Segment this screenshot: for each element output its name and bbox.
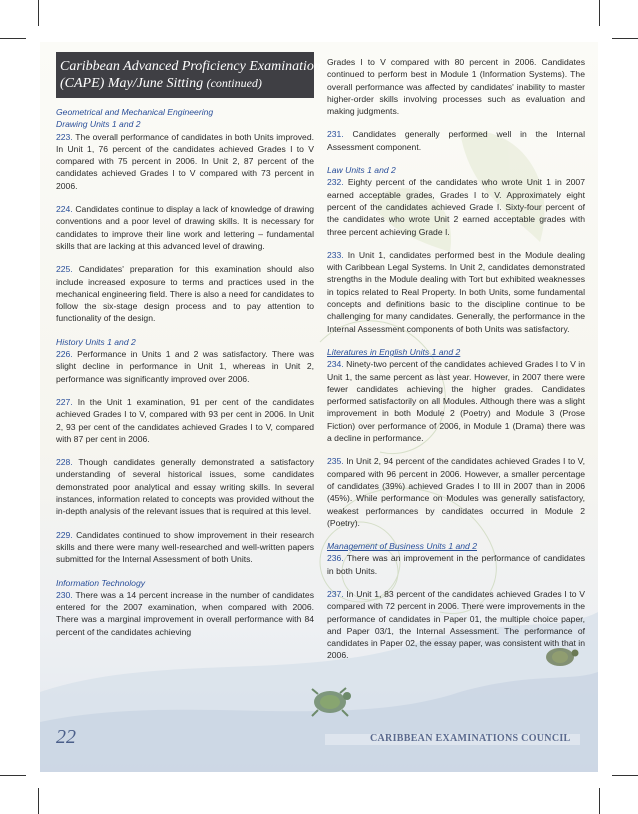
crop-mark <box>38 788 39 814</box>
crop-mark <box>599 788 600 814</box>
paragraph-number: 223. <box>56 131 73 142</box>
paragraph-text: Candidates generally performed well in the Internal Assessment component. <box>327 129 585 152</box>
paragraph-number: 226. <box>56 349 73 360</box>
paragraph-text: Candidates continued to show improvement in their research skills and there were many well-researched and well-written papers submitted for the Internal Assessment of both Units. <box>56 529 315 565</box>
paragraph-233 <box>327 249 585 335</box>
paragraph-text: In Unit 1, 83 percent of the candidates achieved Grades I to V compared with 72 percent in 2006. There were improvements in the performance of candidates in Paper 01, the multiple choice paper, and Paper 03/1, the Internal Assessment. The performance of candidates in Paper 02, the essay paper, was consistent with that in 2006. <box>327 588 585 661</box>
paragraph-232 <box>327 176 585 237</box>
paragraph-number: 237. <box>327 588 344 599</box>
paragraph-number: 233. <box>327 249 344 260</box>
subject-heading-geometrical: Geometrical and Mechanical Engineering <box>56 107 214 117</box>
crop-mark <box>38 0 39 26</box>
paragraph-234 <box>327 358 585 444</box>
paragraph-225 <box>56 263 314 324</box>
paragraph-number: 225. <box>56 264 73 275</box>
left-column <box>56 106 314 649</box>
paragraph-number: 229. <box>56 529 73 540</box>
paragraph-224 <box>56 203 314 252</box>
crop-mark <box>599 0 600 26</box>
crop-mark <box>0 775 26 776</box>
paragraph-number: 224. <box>56 204 73 215</box>
paragraph-number: 230. <box>56 589 73 600</box>
paragraph-text: Ninety-two percent of the candidates achieved Grades I to V in Unit 1, the same percent as last year. However, in 2007 there were fewer candidates achieving the higher grades. Candidates performed satisfactorily on all Modules. Although there was a slight improvement in both Module 2 (Poetry) and Module 3 (Prose Fiction) over performance of 2006, in Module 1 (Drama) there was a decline in performance. <box>327 359 585 444</box>
paragraph-236 <box>327 552 585 577</box>
paragraph-235 <box>327 455 585 529</box>
section-title-suffix: (continued) <box>206 76 262 90</box>
subject-heading-literatures: Literatures in English Units 1 and 2 <box>327 346 461 357</box>
paragraph-number: 235. <box>327 456 344 467</box>
paragraph-text: In the Unit 1 examination, 91 per cent of the candidates achieved Grades I to V, compared with 93 per cent in 2006. In Unit 2, 93 per cent of the candidates achieved Grades I to V, compared with 87 per cent in 2006. <box>56 396 314 444</box>
paragraph-228 <box>56 456 314 517</box>
paragraph-text: Performance in Units 1 and 2 was satisfactory. There was slight decline in performance in Unit 1, whereas in Unit 2, performance was significantly improved over 2006. <box>56 349 315 384</box>
paragraph-text: The overall performance of candidates in both Units improved. In Unit 1, 76 percent of the candidates achieved Grades I to V compared with 75 percent in 2006. In Unit 2, 87 percent of the candidates achieved Grades I to V compared with 73 percent in 2006. <box>56 131 314 191</box>
paragraph-223 <box>56 131 314 192</box>
paragraph-number: 234. <box>327 359 344 370</box>
paragraph-text: Eighty percent of the candidates who wrote Unit 1 in 2007 earned acceptable grades, Grades I to V. Approximately eight percent of the candidates achieved Grade I. Sixty-four percent of the candidates who wrote Unit 2 earned acceptable grades with three percent achieving Grade I. <box>327 177 585 237</box>
paragraph-number: 232. <box>327 177 344 188</box>
section-title-cape: (CAPE) May/June Sitting <box>60 76 204 91</box>
paragraph-text: There was a 14 percent increase in the number of candidates entered for the 2007 examination, when compared with 2006. There was a marginal improvement in overall performance with 84 percent of the candidates achieving <box>56 589 314 637</box>
footer-organization-name: CARIBBEAN EXAMINATIONS COUNCIL <box>370 733 571 744</box>
paragraph-text: There was an improvement in the performance of candidates in both Units. <box>327 553 585 576</box>
paragraph-text: In Unit 1, candidates performed best in the Module dealing with Caribbean Legal Systems. In Unit 2, candidates demonstrated strengths in the Module dealing with Tort but exhibited weaknesses in topics related to Real Property. In both Units, some fundamental concepts and definitions basic to the discipline continue to be challenging for many candidates. Generally, the performance in the Internal Assessment components of both Units was satisfactory. <box>327 249 585 334</box>
crop-mark <box>612 775 638 776</box>
paragraph-227 <box>56 396 314 445</box>
crop-mark <box>0 38 26 39</box>
section-title-line-1: Caribbean Advanced Proficiency Examination <box>60 59 321 74</box>
crop-mark <box>612 38 638 39</box>
document-page <box>40 42 598 772</box>
paragraph-226 <box>56 348 314 385</box>
paragraph-text: In Unit 2, 94 percent of the candidates achieved Grades I to V, compared with 96 percent in 2006. However, a smaller percentage of candidates (39%) achieved Grades I to III in 2007 than in 2006 (45%). While performance on Modules was generally satisfactory, weakest performances by candidates occurred in Module 2 (Poetry). <box>327 456 585 528</box>
paragraph-text: Though candidates generally demonstrated a satisfactory understanding of several historical issues, some candidates demonstrated poor analytical and essay writing skills. In several instances, information related to concepts was provided without the in-depth analysis of the relevant issues that is required at this level. <box>56 457 314 517</box>
section-title-banner <box>56 52 321 98</box>
right-column <box>327 56 585 673</box>
page-number: 22 <box>56 726 76 748</box>
paragraph-number: 227. <box>56 396 73 407</box>
paragraph-230-continued: Grades I to V compared with 80 percent in 2006. Candidates continued to perform best in Module 1 (Information Systems). The overall performance was affected by candidates' inability to master higher-order skills involving processes such as evaluation and making judgments. <box>327 57 585 117</box>
paragraph-text: Candidates' preparation for this examination should also include increased exposure to terms and practices used in the mechanical engineering field. There is also a need for candidates to follow the six-stage design process and to pay attention to functionality of the design. <box>56 264 315 324</box>
subject-heading-information-technology: Information Technology <box>56 577 146 588</box>
paragraph-231 <box>327 128 585 153</box>
paragraph-text: Candidates continue to display a lack of knowledge of drawing conventions and a poor level of drawing skills. It is necessary for candidates to improve their line work and lettering – fundamental skills that are lacking at this advanced level of drawing. <box>56 204 314 251</box>
paragraph-number: 236. <box>327 553 344 564</box>
subject-heading-law: Law Units 1 and 2 <box>327 165 396 176</box>
subject-heading-history: History Units 1 and 2 <box>56 336 136 347</box>
subject-heading-drawing-units: Drawing Units 1 and 2 <box>56 119 141 130</box>
paragraph-number: 228. <box>56 457 73 468</box>
paragraph-229 <box>56 529 314 566</box>
section-title-line-2 <box>56 75 314 92</box>
subject-heading-management-of-business: Management of Business Units 1 and 2 <box>327 541 478 552</box>
paragraph-number: 231. <box>327 129 344 140</box>
paragraph-230 <box>56 589 314 638</box>
paragraph-237 <box>327 588 585 662</box>
